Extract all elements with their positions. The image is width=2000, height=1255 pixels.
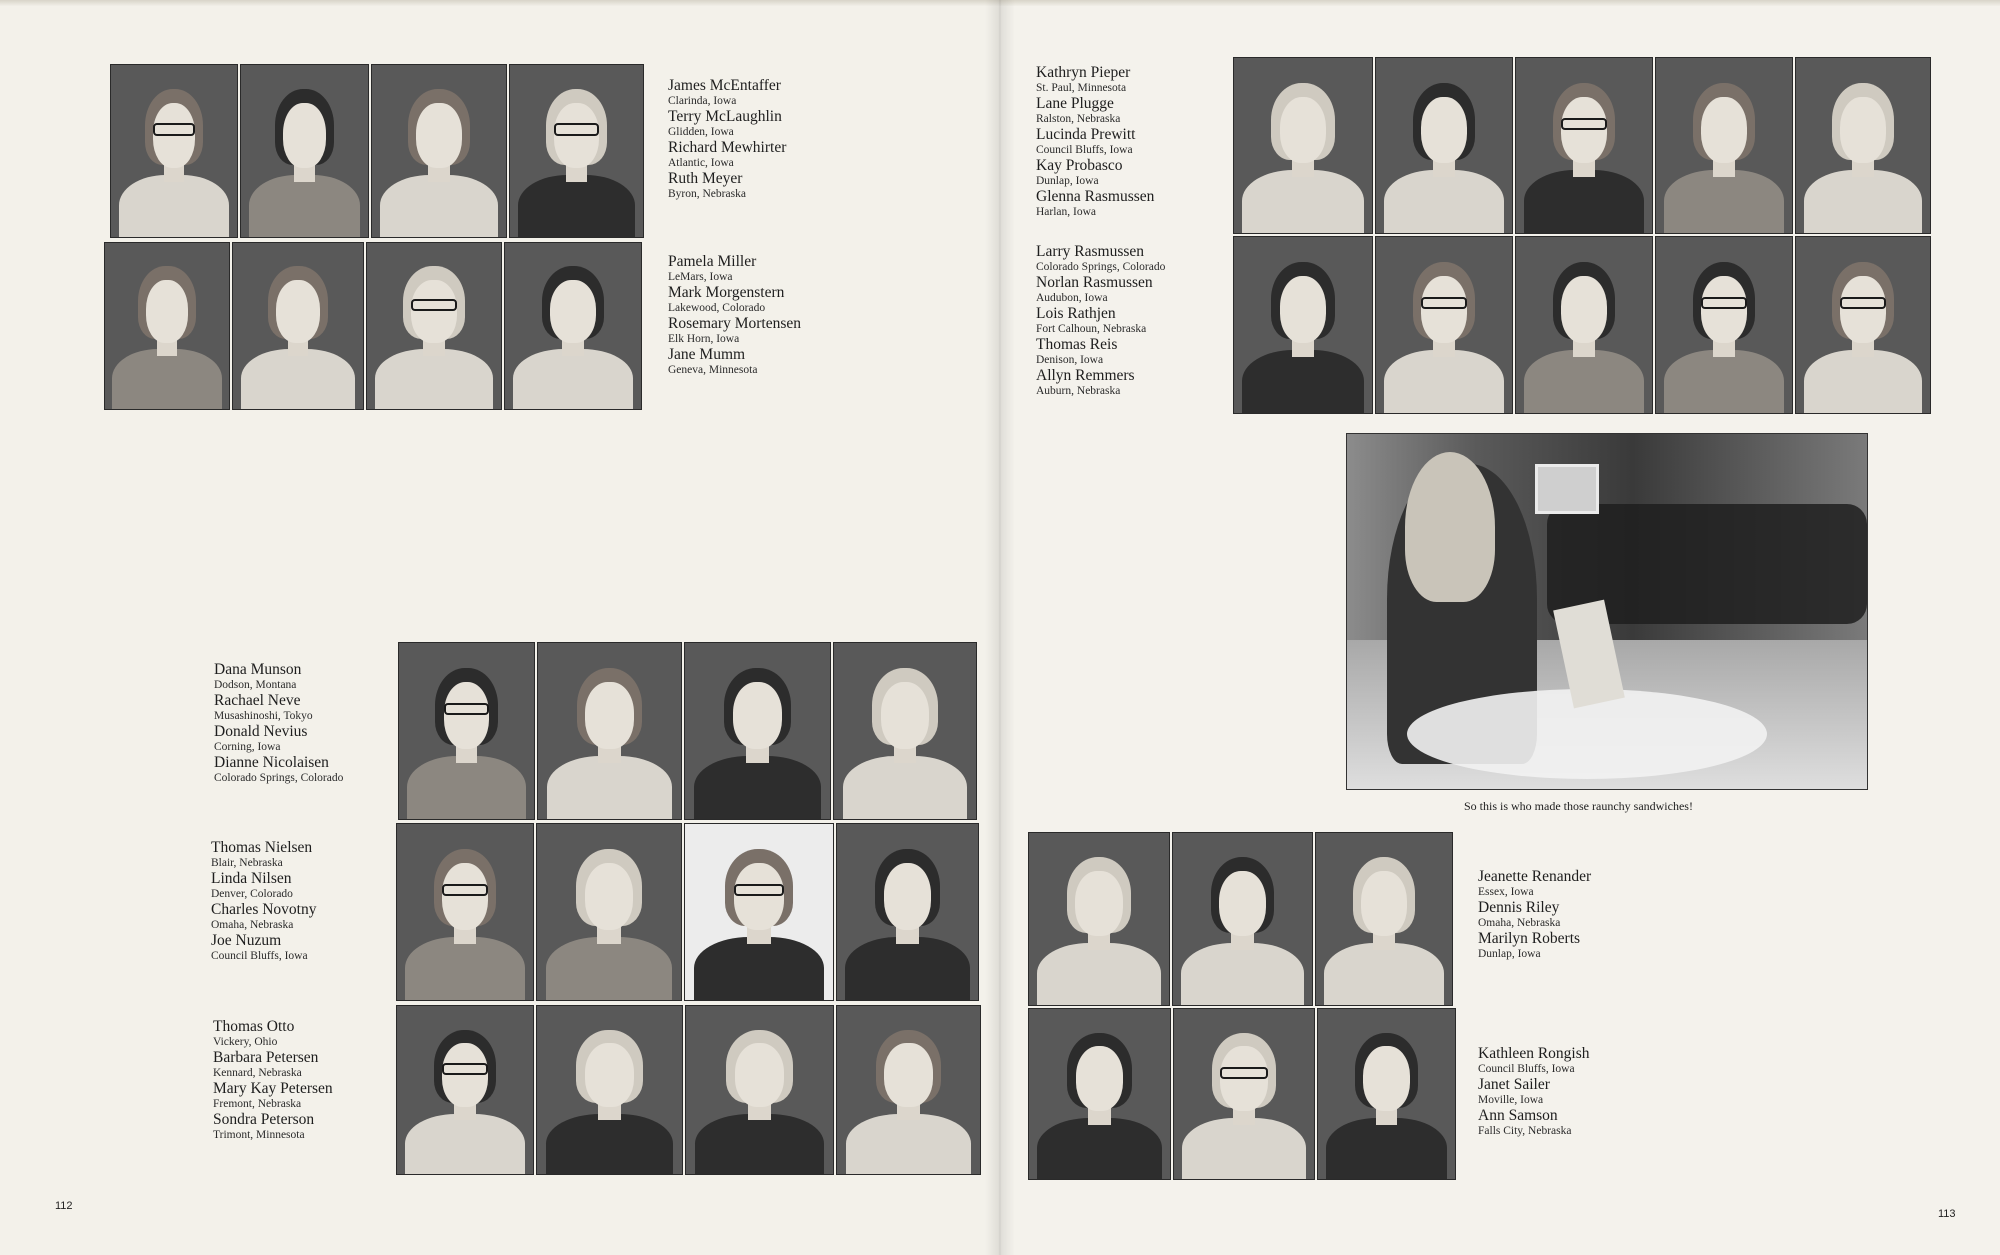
student-hometown: Dunlap, Iowa <box>1478 948 1541 960</box>
name-list-group-6 <box>1036 64 1154 219</box>
portrait-ann-samson <box>1317 1008 1456 1180</box>
name-list-group-2 <box>668 253 801 377</box>
student-name: Barbara Petersen <box>213 1049 319 1066</box>
student-name: Thomas Reis <box>1036 336 1118 353</box>
student-name: Lucinda Prewitt <box>1036 126 1136 143</box>
student-hometown: Lakewood, Colorado <box>668 302 766 314</box>
student-name: James McEntaffer <box>668 77 781 94</box>
student-name: Kathleen Rongish <box>1478 1045 1590 1062</box>
student-hometown: Fremont, Nebraska <box>213 1098 302 1110</box>
portrait-kay-probasco <box>1655 57 1793 234</box>
name-list-group-3 <box>214 661 343 785</box>
student-hometown: Essex, Iowa <box>1478 886 1534 898</box>
portrait-terry-mclaughlin <box>240 64 369 238</box>
portrait-charles-novotny <box>684 823 834 1001</box>
student-name: Lane Plugge <box>1036 95 1114 112</box>
student-name: Allyn Remmers <box>1036 367 1135 384</box>
name-list-group-9 <box>1478 1045 1590 1138</box>
portrait-barbara-petersen <box>536 1005 683 1175</box>
student-hometown: Council Bluffs, Iowa <box>1478 1063 1575 1075</box>
portrait-norlan-rasmussen <box>1375 236 1513 414</box>
portrait-glenna-rasmussen <box>1795 57 1931 234</box>
portrait-allyn-remmers <box>1795 236 1931 414</box>
portrait-kathryn-pieper <box>1233 57 1373 234</box>
student-hometown: Audubon, Iowa <box>1036 292 1108 304</box>
page-number-right: 113 <box>1938 1208 1956 1220</box>
student-hometown: Geneva, Minnesota <box>668 364 758 376</box>
student-name: Lois Rathjen <box>1036 305 1116 322</box>
student-name: Jane Mumm <box>668 346 746 363</box>
portrait-ruth-meyer <box>509 64 644 238</box>
student-name: Glenna Rasmussen <box>1036 188 1155 205</box>
portrait-rachael-neve <box>537 642 682 820</box>
portrait-dianne-nicolaisen <box>833 642 977 820</box>
portrait-jeanette-renander <box>1028 832 1170 1006</box>
portrait-mary-kay-petersen <box>685 1005 834 1175</box>
student-name: Jeanette Renander <box>1478 868 1592 885</box>
student-name: Richard Mewhirter <box>668 139 787 156</box>
student-hometown: Byron, Nebraska <box>668 188 746 200</box>
student-hometown: Harlan, Iowa <box>1036 206 1097 218</box>
portrait-lois-rathjen <box>1515 236 1653 414</box>
student-name: Terry McLaughlin <box>668 108 782 125</box>
portrait-donald-nevius <box>684 642 831 820</box>
name-list-group-7 <box>1036 243 1165 398</box>
student-name: Thomas Nielsen <box>211 839 313 856</box>
student-hometown: Clarinda, Iowa <box>668 95 737 107</box>
name-list-group-8 <box>1478 868 1591 961</box>
portrait-rosemary-mortensen <box>366 242 502 410</box>
portrait-sondra-peterson <box>836 1005 981 1175</box>
student-hometown: Elk Horn, Iowa <box>668 333 740 345</box>
portrait-larry-rasmussen <box>1233 236 1373 414</box>
student-name: Kathryn Pieper <box>1036 64 1131 81</box>
student-name: Sondra Peterson <box>213 1111 315 1128</box>
student-hometown: Atlantic, Iowa <box>668 157 734 169</box>
student-hometown: Colorado Springs, Colorado <box>1036 261 1166 273</box>
portrait-lane-plugge <box>1375 57 1513 234</box>
student-hometown: Council Bluffs, Iowa <box>1036 144 1133 156</box>
student-hometown: St. Paul, Minnesota <box>1036 82 1127 94</box>
student-name: Ruth Meyer <box>668 170 743 187</box>
portrait-marilyn-roberts <box>1315 832 1453 1006</box>
student-name: Rachael Neve <box>214 692 301 709</box>
student-name: Dianne Nicolaisen <box>214 754 329 771</box>
portrait-kathleen-rongish <box>1028 1008 1171 1180</box>
student-name: Norlan Rasmussen <box>1036 274 1153 291</box>
student-hometown: LeMars, Iowa <box>668 271 733 283</box>
student-name: Marilyn Roberts <box>1478 930 1581 947</box>
portrait-thomas-otto <box>396 1005 534 1175</box>
student-hometown: Dodson, Montana <box>214 679 297 691</box>
student-hometown: Colorado Springs, Colorado <box>214 772 344 784</box>
candid-cafeteria-photo <box>1346 433 1868 790</box>
student-hometown: Glidden, Iowa <box>668 126 734 138</box>
student-hometown: Omaha, Nebraska <box>1478 917 1561 929</box>
student-name: Dana Munson <box>214 661 302 678</box>
portrait-dennis-riley <box>1172 832 1313 1006</box>
portrait-thomas-reis <box>1655 236 1793 414</box>
name-list-group-4 <box>211 839 316 963</box>
student-name: Rosemary Mortensen <box>668 315 802 332</box>
portrait-linda-nilsen <box>536 823 682 1001</box>
portrait-janet-sailer <box>1173 1008 1315 1180</box>
portrait-dana-munson <box>398 642 535 820</box>
student-hometown: Denison, Iowa <box>1036 354 1104 366</box>
student-name: Joe Nuzum <box>211 932 282 949</box>
student-hometown: Musashinoshi, Tokyo <box>214 710 313 722</box>
student-hometown: Corning, Iowa <box>214 741 281 753</box>
student-hometown: Dunlap, Iowa <box>1036 175 1099 187</box>
page-number-left: 112 <box>55 1200 73 1212</box>
student-hometown: Denver, Colorado <box>211 888 293 900</box>
student-hometown: Falls City, Nebraska <box>1478 1125 1572 1137</box>
student-hometown: Moville, Iowa <box>1478 1094 1544 1106</box>
student-hometown: Trimont, Minnesota <box>213 1129 305 1141</box>
student-hometown: Council Bluffs, Iowa <box>211 950 308 962</box>
student-hometown: Auburn, Nebraska <box>1036 385 1121 397</box>
portrait-richard-mewhirter <box>371 64 507 238</box>
student-hometown: Kennard, Nebraska <box>213 1067 302 1079</box>
photo-caption: So this is who made those raunchy sandwiches! <box>1464 799 1693 813</box>
book-gutter <box>985 0 1015 1255</box>
student-name: Kay Probasco <box>1036 157 1123 174</box>
student-hometown: Blair, Nebraska <box>211 857 283 869</box>
student-name: Donald Nevius <box>214 723 308 740</box>
name-list-group-5 <box>213 1018 333 1142</box>
portrait-james-mcentaffer <box>110 64 238 238</box>
student-name: Janet Sailer <box>1478 1076 1550 1093</box>
student-name: Thomas Otto <box>213 1018 295 1035</box>
student-name: Larry Rasmussen <box>1036 243 1145 260</box>
portrait-thomas-nielsen <box>396 823 534 1001</box>
student-name: Dennis Riley <box>1478 899 1560 916</box>
portrait-jane-mumm <box>504 242 642 410</box>
name-list-group-1 <box>668 77 786 201</box>
student-name: Linda Nilsen <box>211 870 292 887</box>
student-name: Mark Morgenstern <box>668 284 785 301</box>
student-hometown: Vickery, Ohio <box>213 1036 278 1048</box>
student-hometown: Omaha, Nebraska <box>211 919 294 931</box>
student-hometown: Ralston, Nebraska <box>1036 113 1121 125</box>
portrait-mark-morgenstern <box>232 242 364 410</box>
portrait-joe-nuzum <box>836 823 979 1001</box>
student-name: Ann Samson <box>1478 1107 1558 1124</box>
portrait-pamela-miller <box>104 242 230 410</box>
student-name: Pamela Miller <box>668 253 757 270</box>
student-name: Mary Kay Petersen <box>213 1080 333 1097</box>
portrait-lucinda-prewitt <box>1515 57 1653 234</box>
student-hometown: Fort Calhoun, Nebraska <box>1036 323 1147 335</box>
student-name: Charles Novotny <box>211 901 317 918</box>
